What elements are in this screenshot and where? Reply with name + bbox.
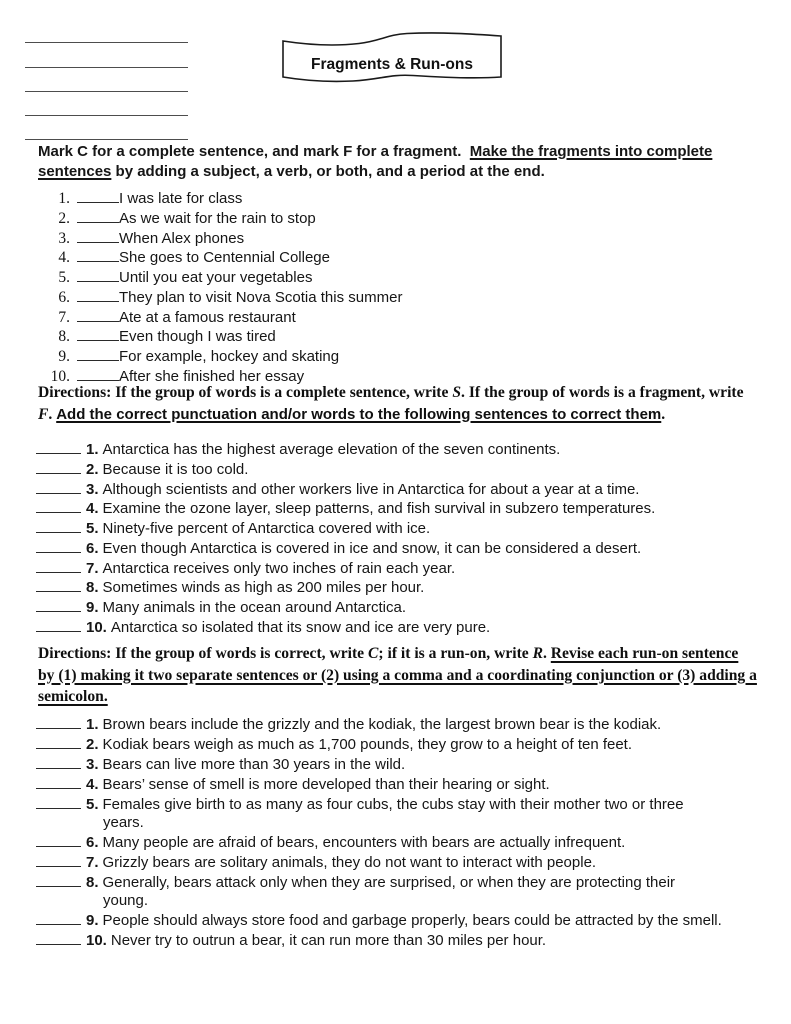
item-text: Generally, bears attack only when they are surprised, or when they are protecting their [102,874,676,891]
exercise-item [50,346,402,366]
item-number: 1. [58,190,70,207]
instructions-underlined-text: Make the fragments into complete [469,143,713,160]
exercise-item [36,459,655,479]
item-text: I was late for class [119,190,243,207]
directions-italic-letter: S [452,384,462,401]
item-text: Grizzly bears are solitary animals, they do not want to interact with people. [102,854,597,871]
answer-blank [77,188,119,203]
exercise-item [36,794,722,814]
item-text: Antarctica receives only two inches of rain each year. [102,559,456,577]
directions-italic-letter: F [38,405,49,423]
exercise-item [36,714,722,734]
exercise-item [36,617,655,637]
item-text: Ninety-five percent of Antarctica covered with ice. [102,520,431,537]
answer-blank [36,518,81,533]
exercise-1-list [50,188,402,386]
answer-blank [36,439,81,454]
item-number: 10. [86,618,107,636]
item-number: 7. [58,308,70,326]
answer-blank [36,852,81,867]
answer-blank [36,794,81,809]
exercise-item [36,852,722,872]
item-text: For example, hockey and skating [119,348,340,365]
item-number: 9. [58,348,70,365]
item-number: 1. [86,441,99,458]
exercise-item [50,287,402,307]
item-number: 6. [58,288,70,306]
item-text: Examine the ozone layer, sleep patterns, and fish survival in subzero temperatures. [102,500,656,518]
directions-text: ; if it is a run-on, write [378,645,533,662]
item-number: 3. [58,229,70,247]
directions-underlined-text: Revise each run-on sentence [550,645,739,662]
item-number: 4. [86,500,99,518]
exercise-1-instructions [38,142,768,182]
item-number: 3. [86,756,99,773]
answer-blank [36,479,81,494]
item-text: When Alex phones [119,229,245,247]
item-number: 5. [86,796,99,813]
item-text: Until you eat your vegetables [119,269,313,286]
directions-underlined-text: semicolon. [38,688,108,705]
item-number: 2. [58,209,70,227]
exercise-item [36,930,722,950]
directions-underlined-text: Add the correct punctuation and/or words to the following sentences to correct them [56,405,662,423]
title-banner [281,31,503,84]
item-text-continuation: young. [103,892,149,909]
exercise-item [36,479,655,499]
answer-blank [36,832,81,847]
directions-text: . If the group of words is a fragment, write [461,384,744,401]
exercise-item [36,498,655,518]
item-text: Although scientists and other workers live in Antarctica for about a year at a time. [102,480,640,498]
item-text: Many people are afraid of bears, encounters with bears are actually infrequent. [102,834,626,851]
exercise-item [36,439,655,459]
directions-text: . [48,405,57,423]
exercise-2-list [36,439,655,637]
exercise-2-directions [38,382,778,425]
instructions-text: by adding a subject, a verb, or both, and a period at the end. [111,163,545,180]
item-text: Bears can live more than 30 years in the wild. [102,756,406,773]
item-text: Antarctica has the highest average elevation of the seven continents. [102,441,561,458]
answer-blank [77,346,119,361]
item-text: As we wait for the rain to stop [119,209,316,227]
item-text: Kodiak bears weigh as much as 1,700 pounds, they grow to a height of ten feet. [102,736,633,753]
answer-blank [36,774,81,789]
item-number: 4. [86,776,99,793]
name-blank-line [25,92,188,116]
item-text: Females give birth to as many as four cubs, the cubs stay with their mother two or three [102,796,684,813]
exercise-item [36,832,722,852]
name-blank-line [25,116,188,140]
item-text: They plan to visit Nova Scotia this summer [119,288,403,306]
item-number: 9. [86,599,99,616]
answer-blank [36,714,81,729]
exercise-item [36,754,722,774]
item-number: 8. [86,579,99,597]
exercise-item [36,518,655,538]
answer-blank [36,930,81,945]
exercise-item [36,597,655,617]
answer-blank [36,538,81,553]
exercise-item [50,247,402,267]
item-number: 7. [86,854,99,871]
exercise-item [36,734,722,754]
item-number: 8. [86,874,99,891]
answer-blank [36,577,81,592]
exercise-item [50,307,402,327]
answer-blank [77,267,119,282]
item-number: 10. [50,367,70,385]
answer-blank [36,617,81,632]
answer-blank [36,498,81,513]
item-number: 6. [86,834,99,851]
exercise-item [36,577,655,597]
item-text: Because it is too cold. [102,460,249,478]
instructions-text: Mark C for a complete sentence, and mark F for a fragment. [38,143,470,160]
name-blanks [25,19,188,140]
item-number: 6. [86,539,99,557]
exercise-item [36,910,722,930]
item-number: 2. [86,736,99,753]
answer-blank [77,307,119,322]
directions-text: Directions: If the group of words is a complete sentence, write [38,384,453,401]
exercise-item [50,208,402,228]
answer-blank [77,366,119,381]
directions-text: . [543,645,551,662]
answer-blank [36,597,81,612]
item-text: Ate at a famous restaurant [119,308,296,326]
answer-blank [36,459,81,474]
item-number: 9. [86,912,99,929]
item-number: 4. [58,249,70,267]
answer-blank [77,247,119,262]
directions-text: Directions: If the group of words is correct, write [38,645,368,662]
item-number: 10. [86,932,107,949]
item-text: Sometimes winds as high as 200 miles per hour. [102,579,425,597]
exercise-item [36,774,722,794]
answer-blank [36,872,81,887]
item-text: Never try to outrun a bear, it can run more than 30 miles per hour. [110,932,547,949]
name-blank-line [25,68,188,92]
answer-blank [36,754,81,769]
item-text: Even though Antarctica is covered in ice and snow, it can be considered a desert. [102,539,642,557]
worksheet-title: Fragments & Run-ons [311,55,473,73]
directions-underlined-text: by (1) making it two separate sentences or (2) using a comma and a coordinating conjunction or (3) adding a [38,666,757,684]
item-text: Many animals in the ocean around Antarctica. [102,599,407,616]
exercise-item [36,538,655,558]
answer-blank [77,208,119,223]
answer-blank [36,910,81,925]
item-number: 7. [86,559,99,577]
exercise-3-directions [38,643,778,708]
item-number: 5. [58,269,70,286]
name-blank-line [25,43,188,67]
item-text: She goes to Centennial College [119,249,330,267]
name-blank-line [25,19,188,43]
item-text-continuation: years. [103,814,144,831]
item-text: Bears’ sense of smell is more developed than their hearing or sight. [102,776,550,793]
directions-text: . [661,405,666,423]
item-number: 2. [86,460,99,478]
item-text: Antarctica so isolated that its snow and ice are very pure. [110,618,491,636]
item-text: People should always store food and garbage properly, bears could be attracted by the smell. [102,912,722,929]
answer-blank [77,287,119,302]
item-number: 3. [86,480,99,498]
directions-italic-letter: C [368,645,379,662]
item-number: 1. [86,716,99,733]
item-number: 5. [86,520,99,537]
item-text: After she finished her essay [119,367,305,385]
exercise-item [36,872,722,892]
answer-blank [77,228,119,243]
exercise-item [50,267,402,287]
item-number: 8. [58,328,70,346]
item-text: Brown bears include the grizzly and the kodiak, the largest brown bear is the kodiak. [102,716,662,733]
answer-blank [36,558,81,573]
exercise-item [36,558,655,578]
exercise-3-list [36,714,722,950]
exercise-item [50,188,402,208]
item-text: Even though I was tired [119,328,276,346]
answer-blank [77,326,119,341]
exercise-item [50,326,402,346]
instructions-underlined-text: sentences [38,163,112,180]
exercise-item [50,228,402,248]
directions-italic-letter: R [532,645,543,662]
answer-blank [36,734,81,749]
